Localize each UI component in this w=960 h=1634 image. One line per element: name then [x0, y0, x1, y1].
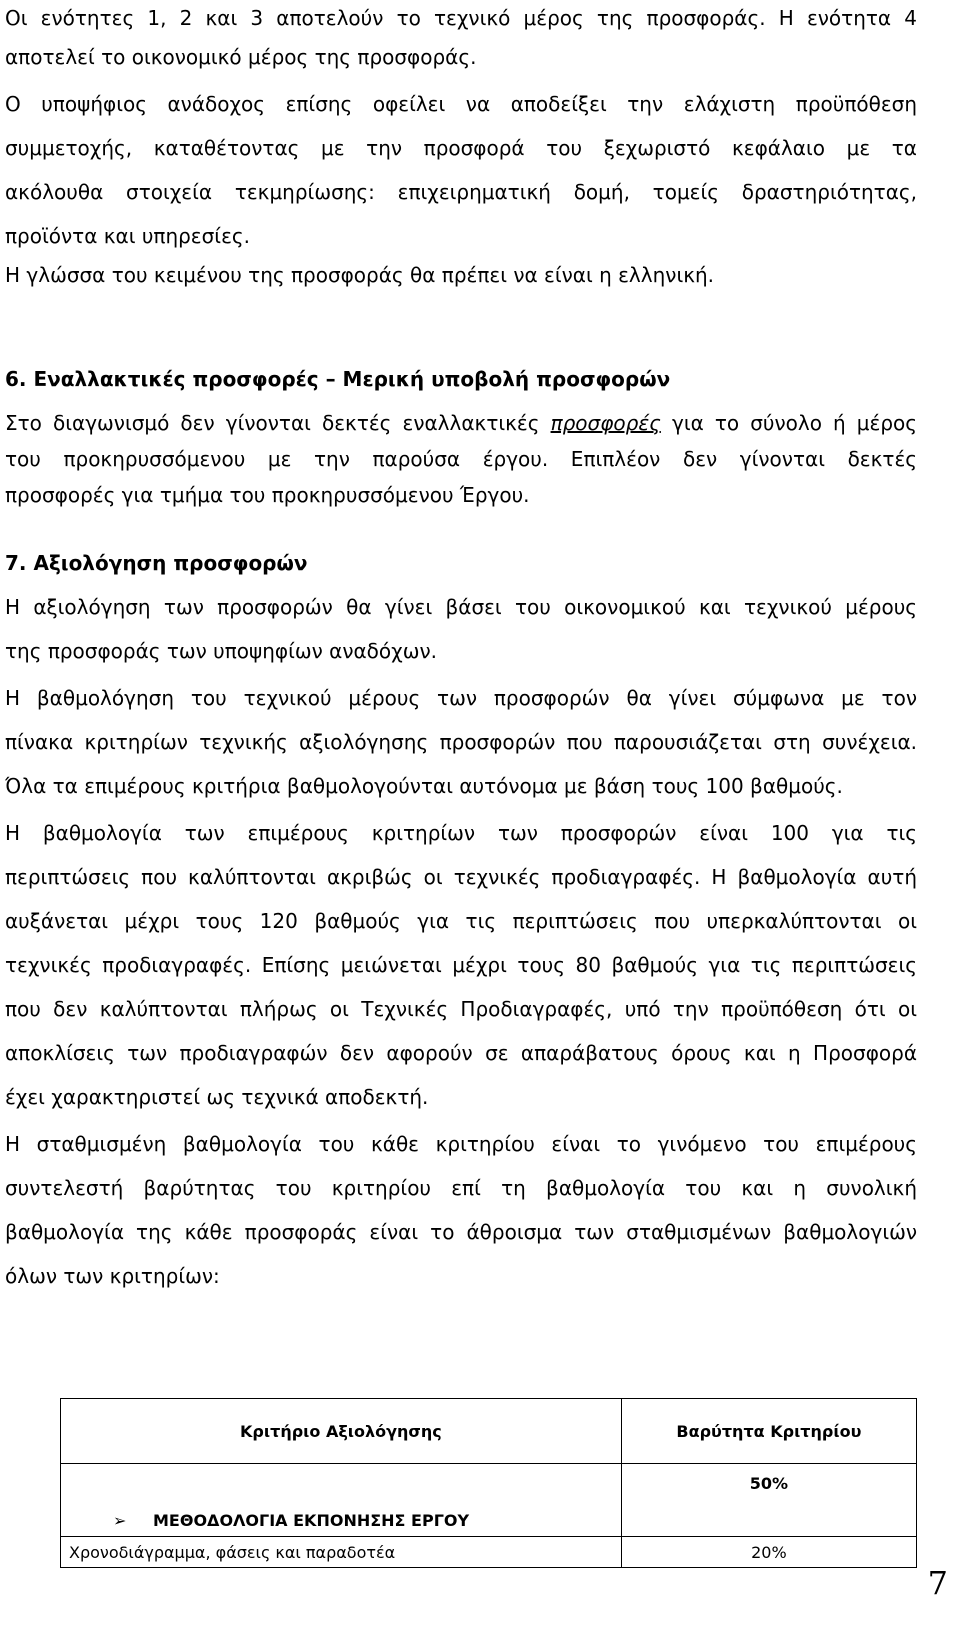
paragraph-line: αυξάνεται μέχρι τους 120 βαθμούς για τις περιπτώσεις που υπερκαλύπτονται οι — [5, 909, 917, 933]
text-run: Στο διαγωνισμό δεν γίνονται δεκτές εναλλακτικές — [5, 411, 551, 435]
paragraph-line: αποκλίσεις των προδιαγραφών δεν αφορούν σε απαράβατους όρους και η Προσφορά — [5, 1041, 917, 1065]
paragraph-line: αποτελεί το οικονομικό μέρος της προσφοράς. — [5, 45, 477, 69]
paragraph-line: Ο υποψήφιος ανάδοχος επίσης οφείλει να αποδείξει την ελάχιστη προϋπόθεση — [5, 92, 917, 116]
row-weight: 20% — [621, 1537, 916, 1568]
paragraph-line: όλων των κριτηρίων: — [5, 1264, 220, 1288]
paragraph-line: έχει χαρακτηριστεί ως τεχνικά αποδεκτή. — [5, 1085, 429, 1109]
paragraph-line: προϊόντα και υπηρεσίες. — [5, 224, 250, 248]
emphasized-text: προσφορές — [550, 411, 661, 435]
paragraph-line: της προσφοράς των υποψηφίων αναδόχων. — [5, 639, 437, 663]
section-heading: 6. Εναλλακτικές προσφορές – Μερική υποβολή προσφορών — [5, 367, 671, 391]
paragraph-line: Η γλώσσα του κειμένου της προσφοράς θα πρέπει να είναι η ελληνική. — [5, 263, 715, 287]
arrow-bullet-icon: ➢ — [113, 1511, 127, 1530]
header-criterion: Κριτήριο Αξιολόγησης — [61, 1399, 622, 1464]
paragraph-line: Η αξιολόγηση των προσφορών θα γίνει βάσει του οικονομικού και τεχνικού μέρους — [5, 595, 917, 619]
paragraph-line: τεχνικές προδιαγραφές. Επίσης μειώνεται μέχρι τους 80 βαθμούς για τις περιπτώσεις — [5, 953, 917, 977]
section-criterion-cell — [61, 1464, 622, 1537]
paragraph-line: πίνακα κριτηρίων τεχνικής αξιολόγησης προσφορών που παρουσιάζεται στη συνέχεια. — [5, 730, 917, 754]
paragraph-line: Η σταθμισμένη βαθμολογία του κάθε κριτηρίου είναι το γινόμενο του επιμέρους — [5, 1132, 917, 1156]
paragraph-line: που δεν καλύπτονται πλήρως οι Τεχνικές Προδιαγραφές, υπό την προϋπόθεση ότι οι — [5, 997, 917, 1021]
section-criterion-label: ΜΕΘΟΔΟΛΟΓΙΑ ΕΚΠΟΝΗΣΗΣ ΕΡΓΟΥ — [153, 1511, 470, 1530]
text-run: για το σύνολο ή μέρος — [660, 411, 917, 435]
row-criterion: Χρονοδιάγραμμα, φάσεις και παραδοτέα — [61, 1537, 622, 1568]
section-heading: 7. Αξιολόγηση προσφορών — [5, 551, 308, 575]
paragraph-line: του προκηρυσσόμενου με την παρούσα έργου. Επιπλέον δεν γίνονται δεκτές — [5, 447, 917, 471]
paragraph-line — [5, 410, 917, 436]
paragraph-line: προσφορές για τμήμα του προκηρυσσόμενου Έργου. — [5, 483, 530, 507]
paragraph-line: συμμετοχής, καταθέτοντας με την προσφορά του ξεχωριστό κεφάλαιο με τα — [5, 136, 917, 160]
page-number: 7 — [927, 1564, 948, 1602]
header-weight: Βαρύτητα Κριτηρίου — [621, 1399, 916, 1464]
paragraph-line: Η βαθμολογία των επιμέρους κριτηρίων των προσφορών είναι 100 για τις — [5, 821, 917, 845]
table-section-row — [61, 1464, 917, 1537]
table-header-row — [61, 1399, 917, 1464]
paragraph-line: Η βαθμολόγηση του τεχνικού μέρους των προσφορών θα γίνει σύμφωνα με τον — [5, 686, 917, 710]
section-weight: 50% — [621, 1464, 916, 1537]
paragraph-line: Οι ενότητες 1, 2 και 3 αποτελούν το τεχνικό μέρος της προσφοράς. Η ενότητα 4 — [5, 6, 917, 30]
criteria-table — [60, 1398, 917, 1568]
paragraph-line: ακόλουθα στοιχεία τεκμηρίωσης: επιχειρηματική δομή, τομείς δραστηριότητας, — [5, 180, 917, 204]
paragraph-line: βαθμολογία της κάθε προσφοράς είναι το άθροισμα των σταθμισμένων βαθμολογιών — [5, 1220, 917, 1244]
table-row — [61, 1537, 917, 1568]
paragraph-line: περιπτώσεις που καλύπτονται ακριβώς οι τεχνικές προδιαγραφές. Η βαθμολογία αυτή — [5, 865, 917, 889]
paragraph-line: συντελεστή βαρύτητας του κριτηρίου επί τη βαθμολογία του και η συνολική — [5, 1176, 917, 1200]
paragraph-line: Όλα τα επιμέρους κριτήρια βαθμολογούνται αυτόνομα με βάση τους 100 βαθμούς. — [5, 774, 843, 798]
